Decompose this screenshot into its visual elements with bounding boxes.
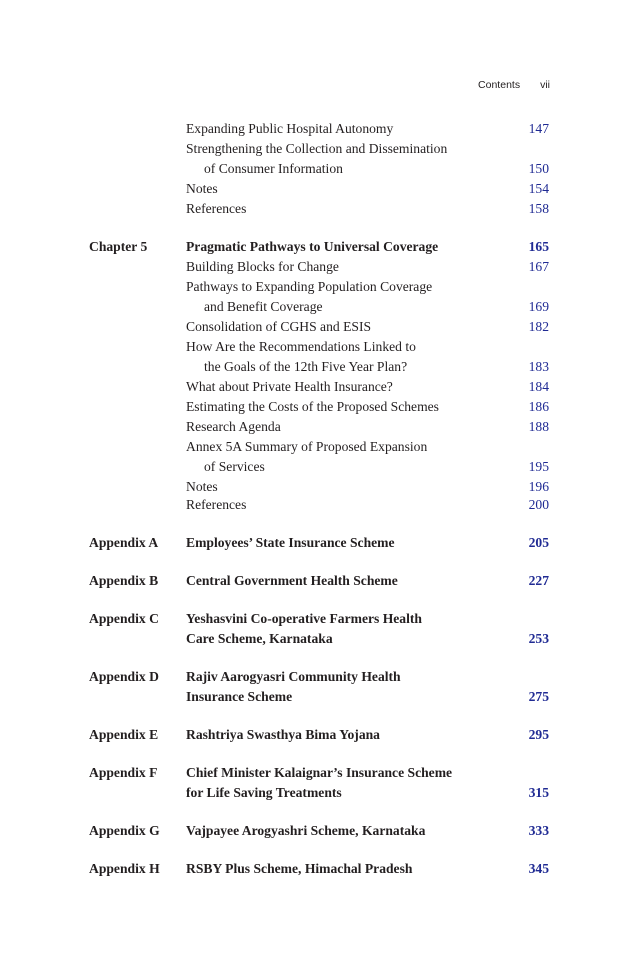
toc-entry-title: Rajiv Aarogyasri Community Health bbox=[186, 669, 401, 684]
toc-entry-title: References bbox=[186, 497, 247, 512]
toc-entry bbox=[0, 277, 638, 297]
toc-entry bbox=[0, 417, 638, 437]
toc-entry-title: Vajpayee Arogyashri Scheme, Karnataka bbox=[186, 823, 426, 838]
toc-entry-title: Yeshasvini Co-operative Farmers Health bbox=[186, 611, 422, 626]
toc-entry-title: Research Agenda bbox=[186, 419, 281, 434]
toc-entry-continuation bbox=[0, 357, 638, 377]
toc-entry bbox=[0, 477, 638, 497]
toc-entry bbox=[0, 377, 638, 397]
toc-entry-title: Annex 5A Summary of Proposed Expansion bbox=[186, 439, 428, 454]
toc-entry bbox=[0, 199, 638, 219]
toc-entry-page-number: 295 bbox=[528, 727, 549, 742]
toc-entry-title-continued: for Life Saving Treatments bbox=[186, 785, 342, 800]
toc-entry bbox=[0, 139, 638, 159]
toc-entry bbox=[0, 763, 638, 783]
toc-entry-title: Central Government Health Scheme bbox=[186, 573, 398, 588]
toc-entry bbox=[0, 821, 638, 841]
toc-entry-page-number: 253 bbox=[528, 631, 549, 646]
toc-entry bbox=[0, 257, 638, 277]
toc-entry-title: Notes bbox=[186, 479, 218, 494]
toc-entry-label: Appendix B bbox=[89, 573, 159, 588]
toc-entry-title: Building Blocks for Change bbox=[186, 259, 339, 274]
toc-entry bbox=[0, 437, 638, 457]
toc-entry-label: Appendix A bbox=[89, 535, 159, 550]
toc-entry-continuation bbox=[0, 783, 638, 803]
toc-entry bbox=[0, 337, 638, 357]
toc-entry-title-continued: the Goals of the 12th Five Year Plan? bbox=[204, 359, 408, 374]
toc-entry-page-number: 150 bbox=[528, 161, 549, 176]
toc-entry bbox=[0, 667, 638, 687]
toc-entry-page-number: 183 bbox=[528, 359, 549, 374]
toc-entry-title: Pathways to Expanding Population Coverage bbox=[186, 279, 433, 294]
toc-entry-page-number: 154 bbox=[528, 181, 549, 196]
toc-entry-continuation bbox=[0, 687, 638, 707]
toc-entry-title-continued: Care Scheme, Karnataka bbox=[186, 631, 333, 646]
toc-entry-title-continued: of Services bbox=[204, 459, 265, 474]
toc-entry-page-number: 169 bbox=[528, 299, 549, 314]
toc-entry bbox=[0, 495, 638, 515]
toc-entry-page-number: 227 bbox=[528, 573, 549, 588]
toc-entry-page-number: 188 bbox=[528, 419, 549, 434]
running-header-section: Contents bbox=[478, 79, 521, 91]
toc-entry-page-number: 345 bbox=[528, 861, 549, 876]
toc-entry-title: Consolidation of CGHS and ESIS bbox=[186, 319, 372, 334]
toc-entry bbox=[0, 609, 638, 629]
toc-entry-label: Appendix E bbox=[89, 727, 159, 742]
toc-entry-label: Appendix H bbox=[89, 861, 160, 876]
toc-entry-continuation bbox=[0, 629, 638, 649]
toc-entry-continuation bbox=[0, 297, 638, 317]
toc-entry-page-number: 195 bbox=[528, 459, 549, 474]
toc-entry-title-continued: and Benefit Coverage bbox=[204, 299, 323, 314]
toc-entry bbox=[0, 179, 638, 199]
toc-entry-title: Expanding Public Hospital Autonomy bbox=[186, 121, 394, 136]
toc-entry-page-number: 200 bbox=[528, 497, 549, 512]
toc-entry-label: Appendix F bbox=[89, 765, 158, 780]
toc-entry-page-number: 167 bbox=[528, 259, 549, 274]
toc-entry-label: Appendix D bbox=[89, 669, 159, 684]
toc-entry-page-number: 186 bbox=[528, 399, 549, 414]
toc-entry-page-number: 315 bbox=[528, 785, 549, 800]
toc-entry-page-number: 147 bbox=[528, 121, 549, 136]
toc-entry-continuation bbox=[0, 457, 638, 477]
toc-entry bbox=[0, 571, 638, 591]
toc-entry-title: Rashtriya Swasthya Bima Yojana bbox=[186, 727, 380, 742]
toc-entry-page-number: 205 bbox=[528, 535, 549, 550]
toc-entry bbox=[0, 119, 638, 139]
toc-entry-title-continued: of Consumer Information bbox=[204, 161, 343, 176]
toc-entry-page-number: 196 bbox=[528, 479, 549, 494]
toc-entry-title-continued: Insurance Scheme bbox=[186, 689, 293, 704]
running-header bbox=[478, 77, 550, 93]
toc-entry-title: Strengthening the Collection and Dissemination bbox=[186, 141, 448, 156]
toc-entry-title: Notes bbox=[186, 181, 218, 196]
toc-entry-page-number: 275 bbox=[528, 689, 549, 704]
toc-entry-title: Chief Minister Kalaignar’s Insurance Scheme bbox=[186, 765, 453, 780]
toc-entry-continuation bbox=[0, 159, 638, 179]
toc-entry-title: What about Private Health Insurance? bbox=[186, 379, 393, 394]
toc-entry bbox=[0, 317, 638, 337]
toc-entry-page-number: 333 bbox=[528, 823, 549, 838]
toc-entry bbox=[0, 237, 638, 257]
toc-entry-title: RSBY Plus Scheme, Himachal Pradesh bbox=[186, 861, 413, 876]
toc-entry-title: References bbox=[186, 201, 247, 216]
running-header-page-number: vii bbox=[540, 79, 550, 91]
toc-entry-label: Appendix C bbox=[89, 611, 159, 626]
toc-entry bbox=[0, 533, 638, 553]
toc-entry-page-number: 184 bbox=[528, 379, 549, 394]
toc-entry bbox=[0, 725, 638, 745]
toc-entry bbox=[0, 859, 638, 879]
toc-entry-page-number: 165 bbox=[528, 239, 549, 254]
toc-entry-label: Appendix G bbox=[89, 823, 160, 838]
toc-entry-title: Estimating the Costs of the Proposed Schemes bbox=[186, 399, 439, 414]
toc-entry bbox=[0, 397, 638, 417]
toc-entry-title: Pragmatic Pathways to Universal Coverage bbox=[186, 239, 439, 254]
toc-entry-title: Employees’ State Insurance Scheme bbox=[186, 535, 395, 550]
toc-entry-page-number: 158 bbox=[528, 201, 549, 216]
toc-entry-label: Chapter 5 bbox=[89, 239, 148, 254]
toc-entry-title: How Are the Recommendations Linked to bbox=[186, 339, 416, 354]
toc-entry-page-number: 182 bbox=[528, 319, 549, 334]
